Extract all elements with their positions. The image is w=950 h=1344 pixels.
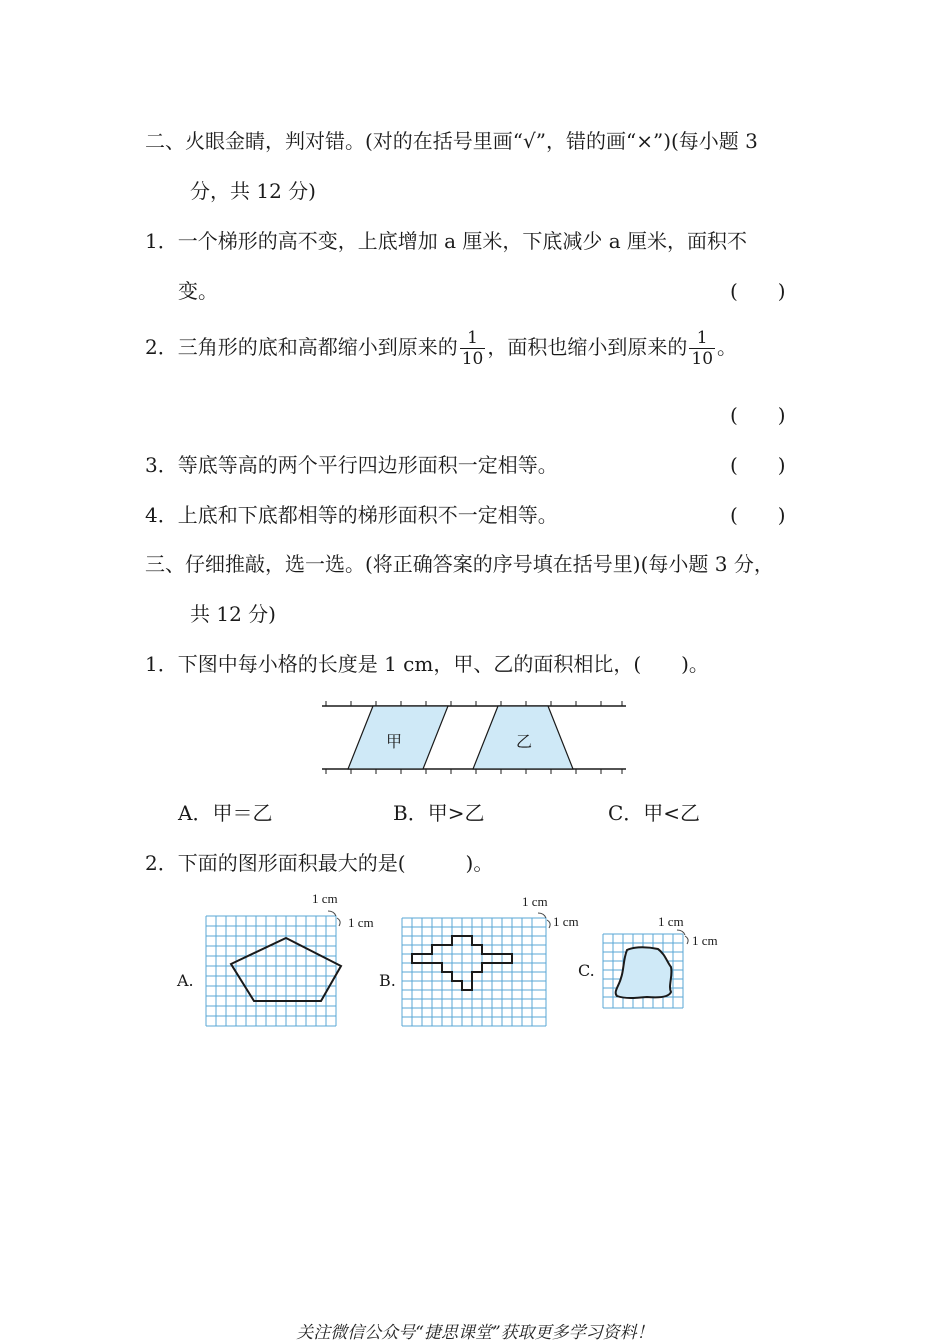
fraction-one-tenth: $\frac{1}{10}$ xyxy=(461,328,484,369)
label-jia: 甲 xyxy=(386,732,403,751)
footer-note: 关注微信公众号“捷思课堂”获取更多学习资料！ xyxy=(296,1323,654,1343)
unit-label-b-top: 1 cm xyxy=(522,894,548,909)
answer-blank-2-1[interactable]: ( ) xyxy=(730,279,786,303)
section2-title: 二、火眼金睛，判对错。(对的在括号里画“√”，错的画“×”)(每小题 3 xyxy=(145,129,758,153)
option-a[interactable]: A．甲＝乙 xyxy=(178,801,273,825)
section2-title-cont: 分，共 12 分) xyxy=(190,179,316,203)
question-2-1-cont: 变。 xyxy=(178,279,218,303)
fig-label-b: B. xyxy=(379,971,396,990)
label-yi: 乙 xyxy=(516,732,533,751)
grid-figure-c xyxy=(603,934,688,1010)
section3-title: 三、仔细推敲，选一选。(将正确答案的序号填在括号里)(每小题 3 分， xyxy=(145,552,774,576)
unit-label-b-side: 1 cm xyxy=(553,914,579,929)
answer-blank-2-2[interactable]: ( ) xyxy=(730,403,786,427)
parallel-lines-figure xyxy=(322,700,627,775)
option-b[interactable]: B．甲>乙 xyxy=(393,801,485,825)
question-2-2-prefix: 2．三角形的底和高都缩小到原来的 xyxy=(145,335,458,359)
unit-label-c-top: 1 cm xyxy=(658,914,684,929)
question-2-1: 1．一个梯形的高不变，上底增加 a 厘米，下底减少 a 厘米，面积不 xyxy=(145,229,748,253)
section3-title-cont: 共 12 分) xyxy=(190,602,276,626)
fraction-one-tenth: $\frac{1}{10}$ xyxy=(691,328,714,369)
unit-label-c-side: 1 cm xyxy=(692,933,718,948)
question-2-3: 3．等底等高的两个平行四边形面积一定相等。 xyxy=(145,453,558,477)
grid-figure-a xyxy=(206,916,342,1028)
question-2-4: 4．上底和下底都相等的梯形面积不一定相等。 xyxy=(145,503,558,527)
fig-label-a: A. xyxy=(177,971,194,990)
unit-label-a-top: 1 cm xyxy=(312,891,338,906)
question-2-2-suffix: 。 xyxy=(717,335,738,359)
grid-figure-b xyxy=(402,918,548,1028)
question-2-2 xyxy=(145,328,737,369)
irregular-shape xyxy=(616,947,672,998)
option-c[interactable]: C．甲<乙 xyxy=(608,801,701,825)
question-3-2: 2．下面的图形面积最大的是( )。 xyxy=(145,851,494,875)
answer-blank-2-4[interactable]: ( ) xyxy=(730,503,786,527)
unit-label-a-side: 1 cm xyxy=(348,915,374,930)
question-3-1: 1．下图中每小格的长度是 1 cm，甲、乙的面积相比，( )。 xyxy=(145,652,709,676)
fig-label-c: C. xyxy=(578,961,595,980)
question-2-2-mid: ，面积也缩小到原来的 xyxy=(487,335,688,359)
answer-blank-2-3[interactable]: ( ) xyxy=(730,453,786,477)
